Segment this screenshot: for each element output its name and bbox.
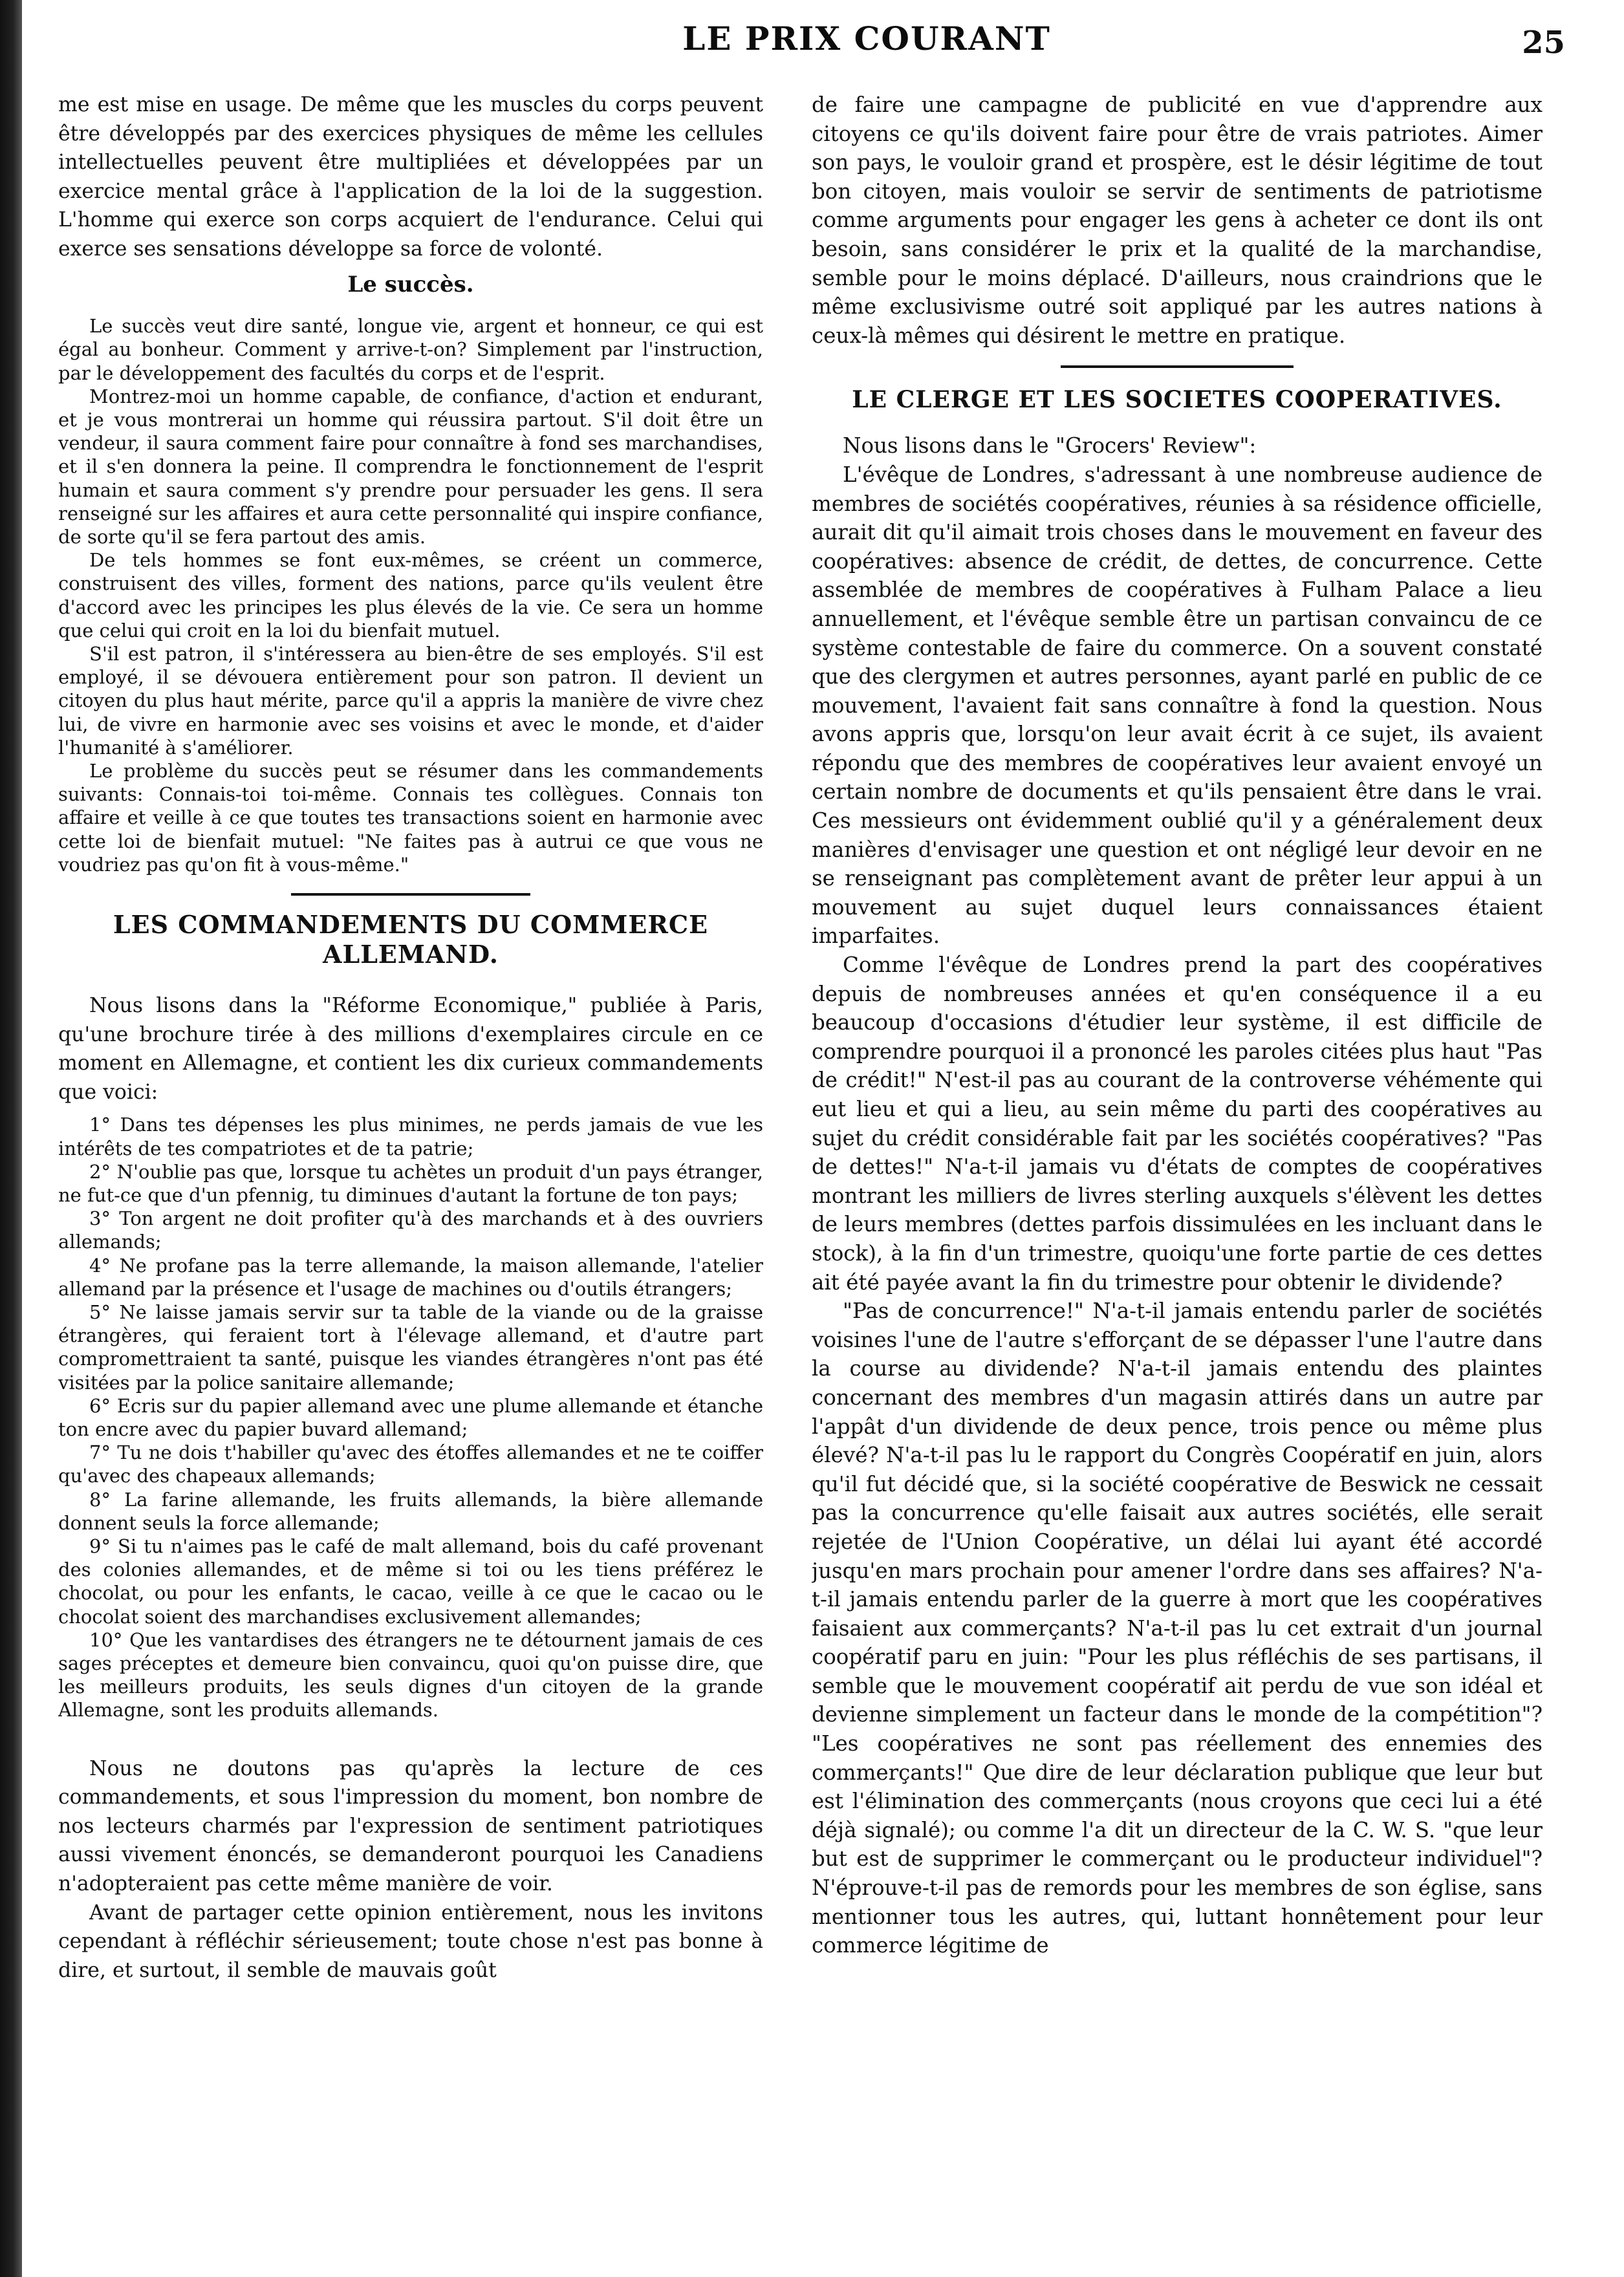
left-column xyxy=(58,91,763,2263)
commandement-item: 2° N'oublie pas que, lorsque tu achètes un produit d'un pays étranger, ne fut-ce que d'un pfennig, tu diminues d'autant la fortune de ton pays; xyxy=(58,1160,763,1207)
succes-paragraph-2: Montrez-moi un homme capable, de confiance, d'action et endurant, et je vous montrerai un homme qui réussira partout. S'il doit être un vendeur, il saura comment faire pour connaître à fond ses marchandises, et il s'en donnera la peine. Il comprendra le fonctionnement de l'esprit humain et saura comment s'y prendre pour persuader les gens. Il sera renseigné sur les affaires et aura cette personnalité qui inspire confiance, de sorte qu'il se fera partout des amis. xyxy=(58,385,763,548)
commandement-item: 9° Si tu n'aimes pas le café de malt allemand, bois du café provenant des colonies allemandes, et de même si toi ou les tiens préférez le chocolat, ou pour les enfants, le cacao, veille à ce que le cacao ou le chocolat soient des marchandises exclusivement allemandes; xyxy=(58,1535,763,1628)
commandement-item: 6° Ecris sur du papier allemand avec une plume allemande et étanche ton encre avec du papier buvard allemand; xyxy=(58,1394,763,1441)
page-header xyxy=(78,19,1591,65)
spacer xyxy=(58,264,763,268)
section-divider xyxy=(1061,365,1294,368)
succes-paragraph-1: Le succès veut dire santé, longue vie, argent et honneur, ce qui est égal au bonheur. Comment y arrive-t-on? Simplement par l'instruction, par le développement des facultés du corps et de l'esprit. xyxy=(58,315,763,384)
clerge-intro: Nous lisons dans le "Grocers' Review": xyxy=(843,433,1257,459)
commandement-item: 8° La farine allemande, les fruits allemands, la bière allemande donnent seuls la force allemande; xyxy=(58,1488,763,1534)
clerge-heading: LE CLERGE ET LES SOCIETES COOPERATIVES. xyxy=(852,386,1502,414)
succes-heading: Le succès. xyxy=(347,271,474,297)
commandement-item: 4° Ne profane pas la terre allemande, la maison allemande, l'atelier allemand par la présence et l'usage de machines ou d'outils étrangers; xyxy=(58,1254,763,1300)
masthead-title: LE PRIX COURANT xyxy=(682,19,1051,58)
succes-section xyxy=(58,314,763,876)
commandement-item: 3° Ton argent ne doit profiter qu'à des marchands et à des ouvriers allemands; xyxy=(58,1207,763,1253)
closing-paragraph-2: Avant de partager cette opinion entièrement, nous les invitons cependant à réfléchir sérieusement; toute chose n'est pas bonne à dire, et surtout, il semble de mauvais goût xyxy=(58,1901,763,1982)
right-column xyxy=(812,91,1543,2263)
spacer xyxy=(58,1722,763,1754)
commandement-item: 10° Que les vantardises des étrangers ne te détournent jamais de ces sages préceptes et demeure bien convaincu, quoi qu'on puisse dire, que les meilleurs produits, les seuls dignes d'un citoyen de la grande Allemagne, sont les produits allemands. xyxy=(58,1628,763,1721)
commandements-heading: LES COMMANDEMENTS DU COMMERCE ALLEMAND. xyxy=(113,910,709,969)
section-divider xyxy=(291,893,530,896)
spacer xyxy=(58,1106,763,1113)
succes-paragraph-3: De tels hommes se font eux-mêmes, se créent un commerce, construisent des villes, forment des nations, parce qu'ils veulent être d'accord avec les principes les plus élevés de la vie. Ce sera un homme que celui qui croit en la loi du bienfait mutuel. xyxy=(58,549,763,642)
succes-paragraph-5: Le problème du succès peut se résumer dans les commandements suivants: Connais-toi toi-même. Connais tes collègues. Connais ton affaire et veille à ce que toutes tes transactions soient en harmonie avec cette loi de bienfait mutuel: "Ne faites pas à autrui ce que vous ne voudriez pas qu'on fit à vous-même." xyxy=(58,760,763,876)
page-number: 25 xyxy=(1522,25,1565,61)
commandement-item: 5° Ne laisse jamais servir sur ta table de la viande ou de la graisse étrangères, qui feraient tort à l'élevage allemand, et d'autre part compromettraient ta santé, puisque les viandes étrangères n'ont pas été visitées par la police sanitaire allemande; xyxy=(58,1301,763,1394)
clerge-paragraph-2: Comme l'évêque de Londres prend la part des coopératives depuis de nombreuses années et qu'en conséquence il a eu beaucoup d'occasions d'étudier leur système, il est difficile de comprendre pourquoi il a prononcé les paroles citées plus haut "Pas de crédit!" N'est-il pas au courant de la controverse véhémente qui eut lieu et qui a lieu, au sein même du parti des coopératives au sujet du crédit considérable fait par les sociétés coopératives? "Pas de dettes!" N'a-t-il jamais vu d'états de comptes de coopératives montrant les milliers de livres sterling auxquels s'élèvent les dettes de leurs membres (dettes parfois dissimulées en les incluant dans le stock), à la fin d'un trimestre, quoiqu'une forte partie de ces dettes ait été payée avant la fin du trimestre pour obtenir le dividende? xyxy=(812,953,1543,1295)
continuation-paragraph: de faire une campagne de publicité en vue d'apprendre aux citoyens ce qu'ils doivent faire pour être de vrais patriotes. Aimer son pays, le vouloir grand et prospère, est le désir légitime de tout bon citoyen, mais vouloir se servir de sentiments de patriotisme comme arguments pour engager les gens à acheter ce dont ils ont besoin, sans considérer le prix et la qualité de la marchandise, semble pour le moins déplacé. D'ailleurs, nous craindrions que le même exclusivisme outré soit appliqué par les autres nations à ceux-là mêmes qui désirent le mettre en pratique. xyxy=(812,92,1543,348)
closing-paragraph-1: Nous ne doutons pas qu'après la lecture de ces commandements, et sous l'impression du moment, bon nombre de nos lecteurs charmés par l'expression de sentiment patriotiques aussi vivement énoncés, se demanderont pourquoi les Canadiens n'adopteraient pas cette même manière de voir. xyxy=(58,1756,763,1896)
page-binding-edge xyxy=(0,0,22,2277)
commandements-list xyxy=(58,1113,763,1721)
commandement-item: 1° Dans tes dépenses les plus minimes, ne perds jamais de vue les intérêts de tes compatriotes et de ta patrie; xyxy=(58,1114,763,1160)
clerge-paragraph-1: L'évêque de Londres, s'adressant à une nombreuse audience de membres de sociétés coopératives, réunies à sa résidence officielle, aurait dit qu'il aimait trois choses dans le mouvement en faveur des coopératives: absence de crédit, de dettes, de concurrence. Cette assemblée de membres de coopératives à Fulham Palace a lieu annuellement, et l'évêque semble être un partisan convaincu de ce système contestable de faire du commerce. On a souvent constaté que des clergymen et autres personnes, ayant parlé en public de ce mouvement, l'avaient fait sans connaître à fond la question. Nous avons appris que, lorsqu'on leur avait écrit à ce sujet, ils avaient répondu que des membres de coopératives leur avaient envoyé un certain nombre de documents et qu'ils pensaient être dans le vrai. Ces messieurs ont évidemment oublié qu'il y a généralement deux manières d'envisager une question et ont négligé leur devoir en ne se renseignant pas complètement avant de prêter leur appui à un mouvement au sujet duquel leurs connaissances étaient imparfaites. xyxy=(812,462,1543,949)
commandement-item: 7° Tu ne dois t'habiller qu'avec des étoffes allemandes et ne te coiffer qu'avec des chapeaux allemands; xyxy=(58,1441,763,1487)
clerge-paragraph-3: "Pas de concurrence!" N'a-t-il jamais entendu parler de sociétés voisines l'une de l'autre s'efforçant de se dépasser l'une l'autre dans la course au dividende? N'a-t-il jamais entendu des plaintes concernant des membres d'un magasin attirés dans un autre par l'appât d'un dividende de deux pence, trois pence ou même plus élevé? N'a-t-il pas lu le rapport du Congrès Coopératif en juin, alors qu'il fut décidé que, si la société coopérative de Beswick ne cessait pas la concurrence qu'elle faisait aux autres sociétés, elle serait rejetée de l'Union Coopérative, un délai lui ayant été accordé jusqu'en mars prochain pour amener l'ordre dans ses affaires? N'a-t-il jamais entendu parler de la guerre à mort que les coopératives faisaient aux commerçants? N'a-t-il pas lu cet extrait d'un journal coopératif paru en juin: "Pour les plus réfléchis de ses partisans, il semble que le mouvement coopératif ait perdu de vue son idéal et devienne simplement un facteur dans le monde de la compétition"? "Les coopératives ne sont pas réellement des ennemies des commerçants!" Que dire de leur déclaration publique que leur but est l'élimination des commerçants (nous croyons que ceci lui a été déjà signalé); ou comme l'a dit un directeur de la C. W. S. "que leur but est de supprimer le commerçant ou le producteur individuel"? N'éprouve-t-il pas de remords pour les membres de son église, sans mentionner tous les autres, qui, luttant honnêtement pour leur commerce légitime de xyxy=(812,1299,1543,1958)
succes-paragraph-4: S'il est patron, il s'intéressera au bien-être de ses employés. S'il est employé, il se dévouera entièrement pour son patron. Il devient un citoyen du plus haut mérite, parce qu'il a appris la manière de vivre chez lui, de vivre en harmonie avec ses voisins et avec le monde, et d'aider l'humanité à s'améliorer. xyxy=(58,643,763,759)
intro-paragraph: me est mise en usage. De même que les muscles du corps peuvent être développés par des exercices physiques de même les cellules intellectuelles peuvent être multipliées et développées par un exercice mental grâce à l'application de la loi de la suggestion. L'homme qui exerce son corps acquiert de l'endurance. Celui qui exerce ses sensations développe sa force de volonté. xyxy=(58,93,763,261)
commandements-intro: Nous lisons dans la "Réforme Economique," publiée à Paris, qu'une brochure tirée à des millions d'exemplaires circule en ce moment en Allemagne, et contient les dix curieux commandements que voici: xyxy=(58,994,763,1104)
